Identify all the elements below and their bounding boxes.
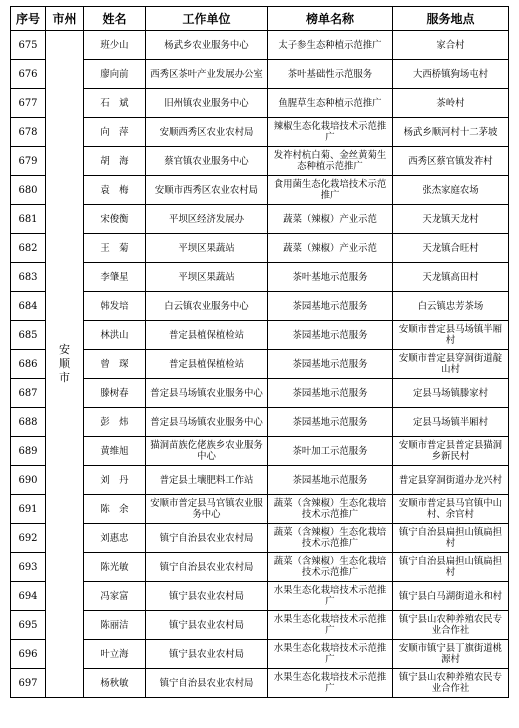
table-row: [11, 640, 509, 669]
cell-no: 690: [11, 466, 46, 495]
col-header-name: 姓名: [84, 7, 146, 31]
cell-list: 太子参生态种植示范推广: [268, 31, 393, 60]
cell-list: 食用菌生态化栽培技术示范推广: [268, 176, 393, 205]
cell-list: 茶园基地示范服务: [268, 321, 393, 350]
cell-unit: 平坝区经济发展办: [146, 205, 268, 234]
cell-place: 镇宁县白马湖街道永和村: [393, 582, 509, 611]
cell-no: 688: [11, 408, 46, 437]
cell-unit: 普定县马场镇农业服务中心: [146, 379, 268, 408]
table-row: [11, 147, 509, 176]
cell-list: 茶园基地示范服务: [268, 379, 393, 408]
cell-unit: 安顺市西秀区农业农村局: [146, 176, 268, 205]
cell-no: 687: [11, 379, 46, 408]
cell-list: 水果生态化栽培技术示范推广: [268, 669, 393, 698]
cell-list: 辣椒生态化栽培技术示范推广: [268, 118, 393, 147]
cell-name: 黄维旭: [84, 437, 146, 466]
cell-list: 水果生态化栽培技术示范推广: [268, 582, 393, 611]
cell-unit: 平坝区果蔬站: [146, 263, 268, 292]
cell-no: 679: [11, 147, 46, 176]
table-row: [11, 524, 509, 553]
cell-name: 廖向前: [84, 60, 146, 89]
cell-name: 叶立海: [84, 640, 146, 669]
cell-unit: 镇宁自治县农业农村局: [146, 669, 268, 698]
cell-name: 胡 海: [84, 147, 146, 176]
cell-list: 蔬菜（含辣椒）生态化栽培技术示范推广: [268, 495, 393, 524]
cell-unit: 镇宁县农业农村局: [146, 611, 268, 640]
cell-place: 镇宁自治县扁担山镇扁担村: [393, 553, 509, 582]
cell-unit: 西秀区茶叶产业发展办公室: [146, 60, 268, 89]
cell-unit: 普定县土壤肥料工作站: [146, 466, 268, 495]
cell-place: 天龙镇天龙村: [393, 205, 509, 234]
cell-list: 茶叶加工示范服务: [268, 437, 393, 466]
cell-name: 冯家富: [84, 582, 146, 611]
table-row: [11, 611, 509, 640]
cell-name: 王 菊: [84, 234, 146, 263]
cell-no: 692: [11, 524, 46, 553]
table-row: [11, 89, 509, 118]
cell-no: 686: [11, 350, 46, 379]
table-row: [11, 292, 509, 321]
cell-list: 茶叶基础性示范服务: [268, 60, 393, 89]
cell-unit: 杨武乡农业服务中心: [146, 31, 268, 60]
col-header-unit: 工作单位: [146, 7, 268, 31]
cell-place: 安顺市普定县普定县猫洞乡新民村: [393, 437, 509, 466]
table-row: [11, 408, 509, 437]
table-row: [11, 176, 509, 205]
cell-place: 天龙镇高田村: [393, 263, 509, 292]
cell-unit: 蔡官镇农业服务中心: [146, 147, 268, 176]
cell-place: 安顺市镇宁县丁旗街道桃源村: [393, 640, 509, 669]
cell-no: 689: [11, 437, 46, 466]
cell-place: 镇宁县山农种养殖农民专业合作社: [393, 611, 509, 640]
header-row: [11, 7, 509, 31]
cell-name: 李肇星: [84, 263, 146, 292]
cell-list: 蔬菜（辣椒）产业示范: [268, 205, 393, 234]
col-header-city: 市州: [46, 7, 84, 31]
table-row: [11, 263, 509, 292]
cell-no: 683: [11, 263, 46, 292]
cell-list: 茶园基地示范服务: [268, 292, 393, 321]
cell-no: 695: [11, 611, 46, 640]
cell-unit: 普定县植保植检站: [146, 350, 268, 379]
cell-place: 安顺市普定县马场镇半厢村: [393, 321, 509, 350]
cell-name: 曾 琛: [84, 350, 146, 379]
table-row: [11, 118, 509, 147]
cell-no: 685: [11, 321, 46, 350]
cell-name: 陈光敏: [84, 553, 146, 582]
col-header-no: 序号: [11, 7, 46, 31]
cell-no: 696: [11, 640, 46, 669]
cell-name: 杨秋敏: [84, 669, 146, 698]
table-row: [11, 379, 509, 408]
cell-name: 刘 丹: [84, 466, 146, 495]
cell-place: 定县马场镇半厢村: [393, 408, 509, 437]
table-row: [11, 350, 509, 379]
cell-list: 茶园基地示范服务: [268, 408, 393, 437]
cell-name: 袁 梅: [84, 176, 146, 205]
table-row: [11, 582, 509, 611]
cell-no: 682: [11, 234, 46, 263]
table-row: [11, 31, 509, 60]
cell-list: 蔬菜（含辣椒）生态化栽培技术示范推广: [268, 524, 393, 553]
cell-unit: 旧州镇农业服务中心: [146, 89, 268, 118]
table-row: [11, 437, 509, 466]
cell-no: 694: [11, 582, 46, 611]
cell-no: 697: [11, 669, 46, 698]
cell-no: 693: [11, 553, 46, 582]
cell-no: 677: [11, 89, 46, 118]
cell-list: 水果生态化栽培技术示范推广: [268, 640, 393, 669]
cell-list: 茶叶基地示范服务: [268, 263, 393, 292]
table-row: [11, 466, 509, 495]
cell-list: 发祚村杭白菊、金丝黄菊生态种植示范推广: [268, 147, 393, 176]
cell-no: 691: [11, 495, 46, 524]
cell-name: 宋俊衡: [84, 205, 146, 234]
cell-name: 韩发培: [84, 292, 146, 321]
cell-name: 陈丽洁: [84, 611, 146, 640]
cell-name: 滕树春: [84, 379, 146, 408]
cell-unit: 镇宁自治县农业农村局: [146, 553, 268, 582]
cell-no: 675: [11, 31, 46, 60]
cell-unit: 猫洞苗族仡佬族乡农业服务中心: [146, 437, 268, 466]
cell-no: 678: [11, 118, 46, 147]
cell-name: 向 萍: [84, 118, 146, 147]
cell-unit: 镇宁县农业农村局: [146, 640, 268, 669]
cell-unit: 普定县植保植检站: [146, 321, 268, 350]
cell-list: 水果生态化栽培技术示范推广: [268, 611, 393, 640]
cell-place: 杨武乡顺河村十二茅坡: [393, 118, 509, 147]
cell-place: 镇宁县山农种养殖农民专业合作社: [393, 669, 509, 698]
cell-list: 蔬菜（含辣椒）生态化栽培技术示范推广: [268, 553, 393, 582]
cell-place: 镇宁自治县扁担山镇扁担村: [393, 524, 509, 553]
cell-no: 680: [11, 176, 46, 205]
cell-no: 676: [11, 60, 46, 89]
cell-place: 定县马场镇滕家村: [393, 379, 509, 408]
table-body: [11, 31, 509, 698]
cell-name: 刘惠忠: [84, 524, 146, 553]
table-row: [11, 553, 509, 582]
cell-list: 蔬菜（辣椒）产业示范: [268, 234, 393, 263]
cell-unit: 白云镇农业服务中心: [146, 292, 268, 321]
cell-place: 张杰家庭农场: [393, 176, 509, 205]
cell-place: 普定县穿洞街道办龙兴村: [393, 466, 509, 495]
cell-city: [46, 31, 84, 698]
cell-name: 石 斌: [84, 89, 146, 118]
cell-no: 681: [11, 205, 46, 234]
cell-no: 684: [11, 292, 46, 321]
cell-place: 家合村: [393, 31, 509, 60]
cell-name: 彭 炜: [84, 408, 146, 437]
col-header-place: 服务地点: [393, 7, 509, 31]
table-row: [11, 234, 509, 263]
cell-list: 鱼腥草生态种植示范推广: [268, 89, 393, 118]
cell-place: 天龙镇合旺村: [393, 234, 509, 263]
table-row: [11, 495, 509, 524]
cell-unit: 普定县马场镇农业服务中心: [146, 408, 268, 437]
city-label: 安顺市: [59, 343, 70, 384]
cell-list: 茶园基地示范服务: [268, 466, 393, 495]
table-row: [11, 60, 509, 89]
cell-place: 茶岭村: [393, 89, 509, 118]
cell-unit: 镇宁县农业农村局: [146, 582, 268, 611]
cell-place: 白云镇忠芳茶场: [393, 292, 509, 321]
cell-unit: 安顺市普定县马官镇农业服务中心: [146, 495, 268, 524]
personnel-table: [10, 6, 509, 698]
cell-name: 陈 余: [84, 495, 146, 524]
table-row: [11, 205, 509, 234]
cell-unit: 安顺西秀区农业农村局: [146, 118, 268, 147]
cell-list: 茶园基地示范服务: [268, 350, 393, 379]
table-row: [11, 321, 509, 350]
cell-place: 安顺市普定县马官镇中山村、余官村: [393, 495, 509, 524]
cell-place: 西秀区蔡官镇发祚村: [393, 147, 509, 176]
cell-name: 林洪山: [84, 321, 146, 350]
cell-unit: 镇宁自治县农业农村局: [146, 524, 268, 553]
table-row: [11, 669, 509, 698]
cell-place: 大西桥镇狗场屯村: [393, 60, 509, 89]
cell-name: 班少山: [84, 31, 146, 60]
cell-unit: 平坝区果蔬站: [146, 234, 268, 263]
cell-place: 安顺市普定县穿洞街道靛山村: [393, 350, 509, 379]
col-header-list: 榜单名称: [268, 7, 393, 31]
